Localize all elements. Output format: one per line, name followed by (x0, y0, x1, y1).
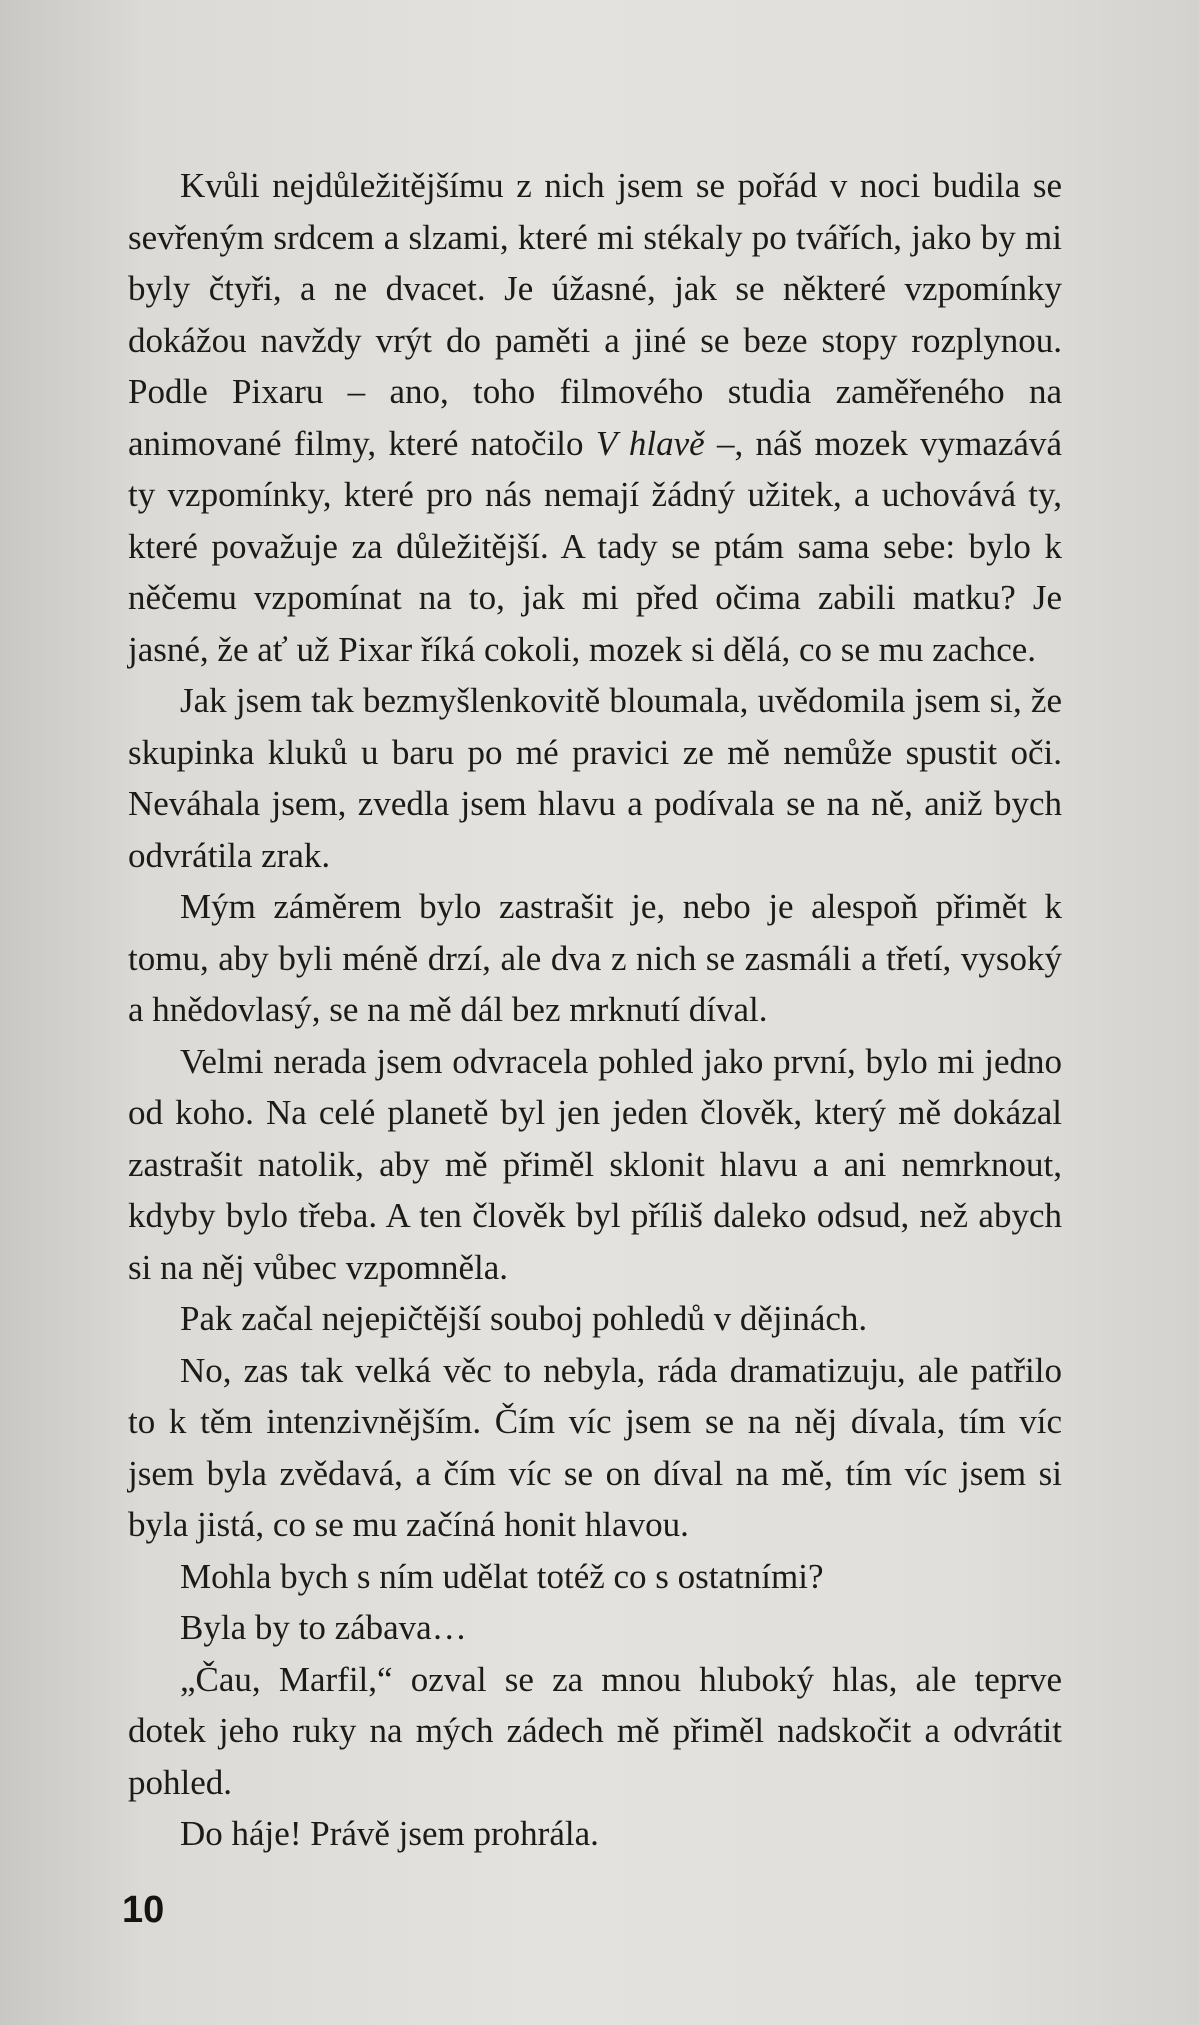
paragraph-9: „Čau, Marfil,“ ozval se za mnou hluboký hlas, ale teprve dotek jeho ruky na mých zádech mě přiměl nadskočit a odvrátit pohled. (128, 1659, 1062, 1802)
paragraph-4: Velmi nerada jsem odvracela pohled jako první, bylo mi jedno od koho. Na celé planetě byl jen jeden člověk, který mě dokázal zastrašit natolik, aby mě přiměl sklonit hlavu a ani nemrknout, kdyby bylo třeba. A ten člověk byl příliš daleko odsud, než abych si na něj vůbec vzpomněla. (128, 1041, 1062, 1287)
film-title: V hlavě (595, 423, 705, 463)
paragraph-1 (128, 160, 1062, 675)
paragraph-3: Mým záměrem bylo zastrašit je, nebo je alespoň přimět k tomu, aby byli méně drzí, ale dva z nich se zasmáli a třetí, vysoký a hnědovlasý, se na mě dál bez mrknutí díval. (128, 887, 1062, 1029)
paragraph-10: Do háje! Právě jsem prohrála. (180, 1814, 599, 1853)
page-number: 10 (122, 1889, 165, 1931)
paragraph-8: Byla by to zábava… (180, 1608, 467, 1647)
paragraph-2: Jak jsem tak bezmyšlenkovitě bloumala, uvědomila jsem si, že skupinka kluků u baru po mé pravici ze mě nemůže spustit oči. Neváhala jsem, zvedla jsem hlavu a podívala se na ně, aniž bych odvrátila zrak. (128, 681, 1062, 875)
body-text (128, 160, 1062, 1860)
paragraph-6: No, zas tak velká věc to nebyla, ráda dramatizuju, ale patřilo to k těm intenzivnějším. Čím víc jsem se na něj dívala, tím víc jsem byla zvědavá, a čím víc se on díval na mě, tím víc jsem si byla jistá, co se mu začíná honit hlavou. (128, 1350, 1062, 1544)
paragraph-5: Pak začal nejepičtější souboj pohledů v dějinách. (180, 1299, 868, 1338)
paragraph-1-text-after: –, náš mozek vymazává ty vzpomínky, které pro nás nemají žádný užitek, a uchovává ty, které považuje za důležitější. A tady se ptám sama sebe: bylo k něčemu vzpomínat na to, jak mi před očima zabili matku? Je jasné, že ať už Pixar říká cokoli, mozek si dělá, co se mu zachce. (128, 423, 1062, 669)
paragraph-7: Mohla bych s ním udělat totéž co s ostatními? (180, 1556, 824, 1596)
paragraph-1-text: Kvůli nejdůležitějšímu z nich jsem se pořád v noci budila se sevřeným srdcem a slzami, které mi stékaly po tvářích, jako by mi byly čtyři, a ne dvacet. Je úžasné, jak se některé vzpomínky dokážou navždy vrýt do paměti a jiné se beze stopy rozplynou. Podle Pixaru – ano, toho filmového studia zaměřeného na animované filmy, které natočilo (128, 166, 1062, 463)
